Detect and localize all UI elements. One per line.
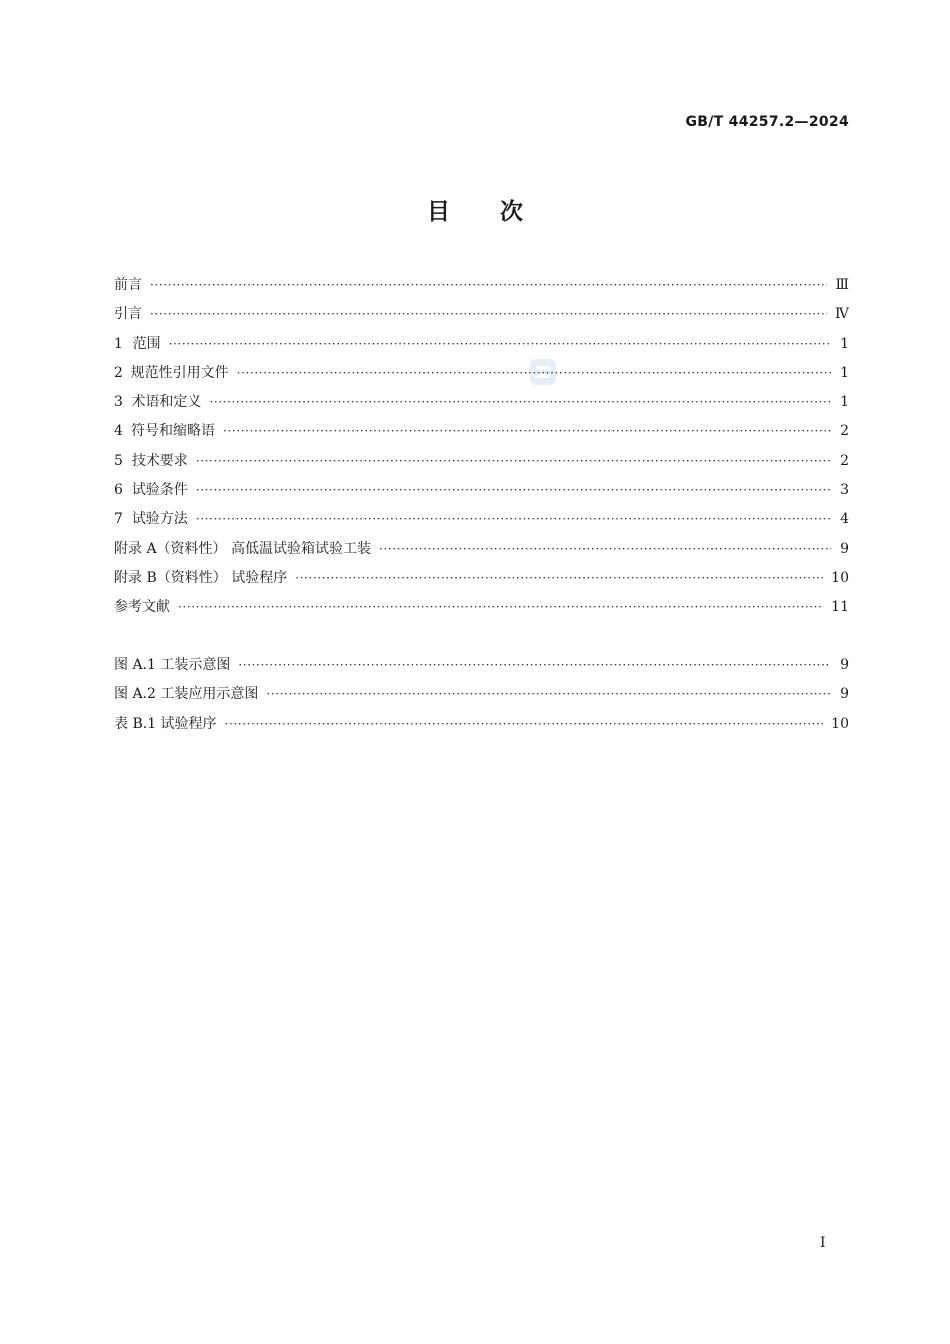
- leader-dots: [150, 278, 827, 292]
- toc-entry-technical-requirements[interactable]: [114, 450, 849, 479]
- toc-entry-page: Ⅳ: [835, 306, 849, 323]
- toc-entry-page: 2: [840, 423, 849, 440]
- leader-dots: [196, 454, 831, 468]
- toc-entry-label: 附录 B（资料性） 试验程序: [114, 569, 288, 586]
- toc-entry-page: Ⅲ: [835, 277, 849, 293]
- leader-dots: [223, 424, 831, 438]
- toc-entry-label: 前言: [114, 277, 142, 293]
- toc-entry-page: 10: [831, 715, 849, 732]
- toc-entry-number: 4: [114, 423, 123, 440]
- leader-dots: [150, 307, 827, 321]
- list-of-figures-tables: [114, 654, 849, 742]
- toc-entry-label: 表 B.1 试验程序: [114, 715, 217, 732]
- leader-dots: [266, 687, 831, 701]
- toc-entry-symbols-abbreviations[interactable]: [114, 420, 849, 449]
- toc-entry-page: 10: [831, 569, 849, 586]
- leader-dots: [238, 658, 831, 672]
- toc-entry-label: 术语和定义: [131, 394, 202, 411]
- toc-entry-annex-b[interactable]: [114, 567, 849, 596]
- toc-entry-label: 技术要求: [131, 452, 188, 469]
- toc-entry-normative-references[interactable]: [114, 362, 849, 391]
- toc-entry-page: 3: [840, 482, 849, 499]
- toc-entry-page: 2: [840, 452, 849, 469]
- toc-entry-page: 9: [840, 540, 849, 557]
- toc-entry-foreword[interactable]: [114, 274, 849, 303]
- toc-entry-label: 试验条件: [131, 482, 188, 499]
- toc-entry-label: 图 A.1 工装示意图: [114, 657, 231, 673]
- leader-dots: [196, 483, 831, 497]
- toc-entry-page: 1: [840, 394, 849, 411]
- page-title: 目次: [427, 199, 573, 225]
- leader-dots: [178, 600, 823, 614]
- toc-entry-bibliography[interactable]: [114, 596, 849, 625]
- toc-entry-page: 1: [840, 364, 849, 381]
- toc-entry-number: 3: [114, 394, 123, 411]
- toc-entry-label: 附录 A（资料性） 高低温试验箱试验工装: [114, 540, 372, 557]
- toc-entry-figure-a1[interactable]: [114, 654, 849, 683]
- leader-dots: [379, 542, 831, 556]
- toc-entry-number: 1: [114, 335, 123, 352]
- toc-entry-page: 4: [840, 511, 849, 528]
- standard-code: GB/T 44257.2—2024: [685, 114, 849, 130]
- table-of-contents: [114, 274, 849, 626]
- toc-entry-label: 范围: [132, 335, 161, 352]
- toc-entry-label: 试验方法: [131, 511, 188, 528]
- toc-entry-page: 9: [840, 657, 849, 673]
- toc-entry-number: 2: [114, 364, 123, 381]
- toc-entry-test-methods[interactable]: [114, 508, 849, 537]
- toc-entry-number: 5: [114, 452, 123, 469]
- toc-entry-scope[interactable]: [114, 333, 849, 362]
- toc-entry-number: 7: [114, 511, 123, 528]
- leader-dots: [196, 512, 831, 526]
- toc-entry-annex-a[interactable]: [114, 538, 849, 567]
- toc-entry-label: 规范性引用文件: [130, 364, 229, 381]
- toc-entry-figure-a2[interactable]: [114, 683, 849, 712]
- toc-entry-label: 符号和缩略语: [131, 423, 216, 440]
- toc-entry-table-b1[interactable]: [114, 713, 849, 742]
- leader-dots: [237, 366, 831, 380]
- toc-entry-number: 6: [114, 482, 123, 499]
- page-number: I: [820, 1235, 826, 1251]
- leader-dots: [295, 571, 823, 585]
- toc-entry-page: 1: [840, 335, 849, 352]
- toc-entry-page: 11: [831, 599, 849, 616]
- toc-entry-label: 引言: [114, 306, 142, 323]
- toc-entry-terms-definitions[interactable]: [114, 391, 849, 420]
- toc-entry-label: 图 A.2 工装应用示意图: [114, 686, 259, 703]
- toc-entry-page: 9: [840, 686, 849, 703]
- toc-entry-test-conditions[interactable]: [114, 479, 849, 508]
- toc-entry-label: 参考文献: [114, 599, 170, 616]
- leader-dots: [169, 337, 831, 351]
- toc-entry-introduction[interactable]: [114, 303, 849, 332]
- leader-dots: [225, 717, 824, 731]
- leader-dots: [209, 395, 831, 409]
